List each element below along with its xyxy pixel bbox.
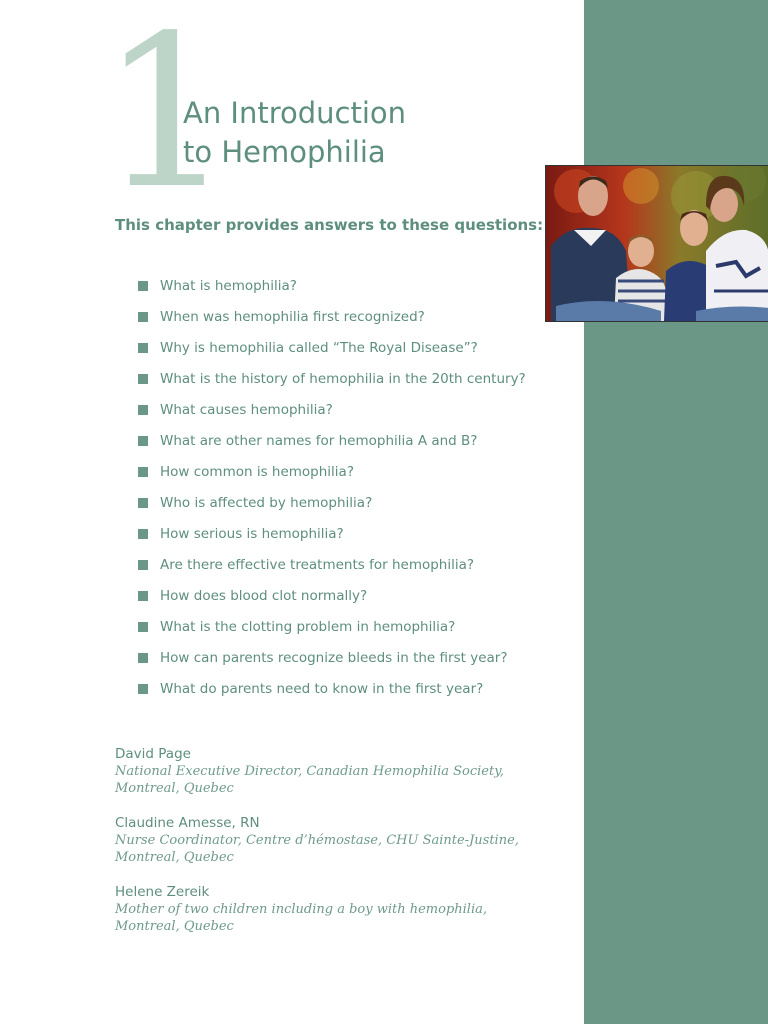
question-item	[138, 649, 526, 680]
question-item	[138, 587, 526, 618]
question-text: When was hemophilia first recognized?	[160, 309, 425, 325]
chapter-number: 1	[100, 0, 234, 235]
chapter-title-line-2: to Hemophilia	[183, 135, 386, 169]
question-item	[138, 680, 526, 711]
question-text: How common is hemophilia?	[160, 464, 354, 480]
square-bullet-icon	[138, 312, 148, 322]
square-bullet-icon	[138, 684, 148, 694]
author-name: Helene Zereik	[115, 884, 210, 900]
question-item	[138, 401, 526, 432]
question-text: Are there effective treatments for hemophilia?	[160, 557, 475, 573]
author-entry	[115, 884, 575, 935]
question-item	[138, 370, 526, 401]
square-bullet-icon	[138, 560, 148, 570]
question-item	[138, 463, 526, 494]
question-item	[138, 618, 526, 649]
author-location: Montreal, Quebec	[115, 781, 234, 796]
author-entry	[115, 746, 575, 797]
author-list	[115, 746, 575, 953]
question-list	[138, 277, 526, 711]
author-location: Montreal, Quebec	[115, 919, 234, 934]
question-text: What is hemophilia?	[160, 278, 297, 294]
family-photo	[545, 165, 768, 322]
square-bullet-icon	[138, 467, 148, 477]
question-item	[138, 339, 526, 370]
question-text: Who is affected by hemophilia?	[160, 495, 373, 511]
question-item	[138, 308, 526, 339]
square-bullet-icon	[138, 622, 148, 632]
question-text: How does blood clot normally?	[160, 588, 368, 604]
author-location: Montreal, Quebec	[115, 850, 234, 865]
question-text: What are other names for hemophilia A and B?	[160, 433, 478, 449]
question-text: Why is hemophilia called “The Royal Disease”?	[160, 340, 478, 356]
sidebar-band	[584, 0, 768, 1024]
square-bullet-icon	[138, 436, 148, 446]
question-text: What causes hemophilia?	[160, 402, 333, 418]
question-item	[138, 277, 526, 308]
square-bullet-icon	[138, 498, 148, 508]
question-item	[138, 432, 526, 463]
author-role: Nurse Coordinator, Centre d’hémostase, CHU Sainte-Justine,	[115, 833, 519, 848]
square-bullet-icon	[138, 343, 148, 353]
question-item	[138, 556, 526, 587]
question-item	[138, 494, 526, 525]
square-bullet-icon	[138, 653, 148, 663]
question-text: What is the clotting problem in hemophilia?	[160, 619, 456, 635]
author-name: Claudine Amesse, RN	[115, 815, 260, 831]
question-text: How can parents recognize bleeds in the first year?	[160, 650, 508, 666]
question-text: How serious is hemophilia?	[160, 526, 344, 542]
question-text: What do parents need to know in the first year?	[160, 681, 484, 697]
author-entry	[115, 815, 575, 866]
square-bullet-icon	[138, 374, 148, 384]
chapter-intro: This chapter provides answers to these questions:	[115, 216, 544, 234]
square-bullet-icon	[138, 281, 148, 291]
question-item	[138, 525, 526, 556]
square-bullet-icon	[138, 591, 148, 601]
author-name: David Page	[115, 746, 191, 762]
chapter-title	[183, 94, 406, 172]
author-role: National Executive Director, Canadian Hemophilia Society,	[115, 764, 504, 779]
question-text: What is the history of hemophilia in the 20th century?	[160, 371, 526, 387]
chapter-title-line-1: An Introduction	[183, 96, 407, 130]
square-bullet-icon	[138, 529, 148, 539]
square-bullet-icon	[138, 405, 148, 415]
author-role: Mother of two children including a boy with hemophilia,	[115, 902, 487, 917]
